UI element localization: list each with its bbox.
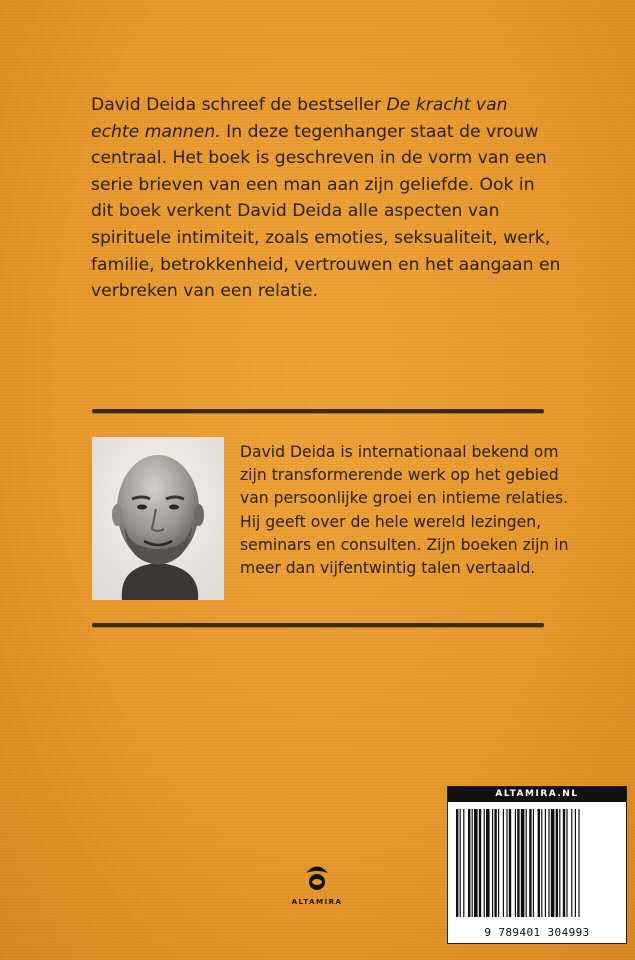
barcode-bar — [548, 809, 549, 917]
isbn-number: 9 789401 304993 — [484, 926, 590, 939]
barcode-bar — [521, 809, 525, 917]
barcode-bar — [551, 809, 555, 917]
barcode-bar — [533, 809, 534, 917]
barcode-bar — [460, 809, 461, 917]
barcode-bar — [529, 809, 531, 917]
barcode-bar — [468, 809, 470, 917]
publisher-logo — [291, 862, 343, 906]
author-photo — [92, 437, 224, 600]
blurb-body: In deze tegenhanger staat de vrouw centraal. Het boek is geschreven in de vorm van een serie brieven van een man aan zijn geliefde. Ook in dit boek verkent David Deida alle aspecten van spirituele intimiteit, zoals emoties, seksualiteit, werk, familie, betrokkenheid, vertrouwen en het aangaan en verbreken van een relatie. — [91, 121, 561, 302]
barcode-bar — [463, 809, 464, 917]
barcode-bar — [575, 809, 576, 917]
book-blurb — [91, 92, 561, 305]
blurb-intro: David Deida schreef de bestseller — [91, 95, 387, 115]
barcode-bar — [541, 809, 542, 917]
barcode-bar — [503, 809, 504, 917]
barcode-bar — [517, 809, 519, 917]
barcode-bar — [566, 809, 567, 917]
publisher-name: ALTAMIRA — [291, 898, 343, 906]
barcode-icon — [456, 809, 618, 919]
barcode-bar — [556, 809, 558, 917]
isbn-barcode-box — [447, 786, 627, 944]
barcode-bar — [559, 809, 560, 917]
barcode-bar — [578, 809, 579, 917]
barcode-bar — [472, 809, 473, 917]
author-portrait — [92, 437, 224, 600]
divider-bottom — [92, 623, 544, 627]
barcode-bar — [474, 809, 478, 917]
divider-top — [92, 409, 544, 413]
barcode-bar — [538, 809, 540, 917]
barcode-bar — [515, 809, 516, 917]
barcode-bar — [545, 809, 546, 917]
author-bio: David Deida is internationaal bekend om zijn transformerende werk op het gebied van persoonlijke groei en intieme relaties. Hij geeft over de hele wereld lezingen, seminars en consulten. Zijn boeken zijn in meer dan vijfentwintig talen vertaald. — [240, 443, 569, 578]
publisher-website: ALTAMIRA.NL — [448, 787, 626, 802]
barcode-bar — [479, 809, 481, 917]
barcode-bar — [456, 809, 458, 917]
barcode-bar — [484, 809, 485, 917]
barcode-bar — [494, 809, 496, 917]
altamira-logo-icon — [304, 862, 330, 892]
referenced-book-title: De kracht van echte mannen. — [91, 95, 508, 142]
barcode-bar — [526, 809, 527, 917]
barcode-bar — [498, 809, 499, 917]
barcode-bar — [571, 809, 572, 917]
barcode-bar — [486, 809, 490, 917]
barcode-bar — [563, 809, 565, 917]
barcode-bar — [509, 809, 511, 917]
barcode-bar — [492, 809, 493, 917]
barcode-bar — [506, 809, 507, 917]
